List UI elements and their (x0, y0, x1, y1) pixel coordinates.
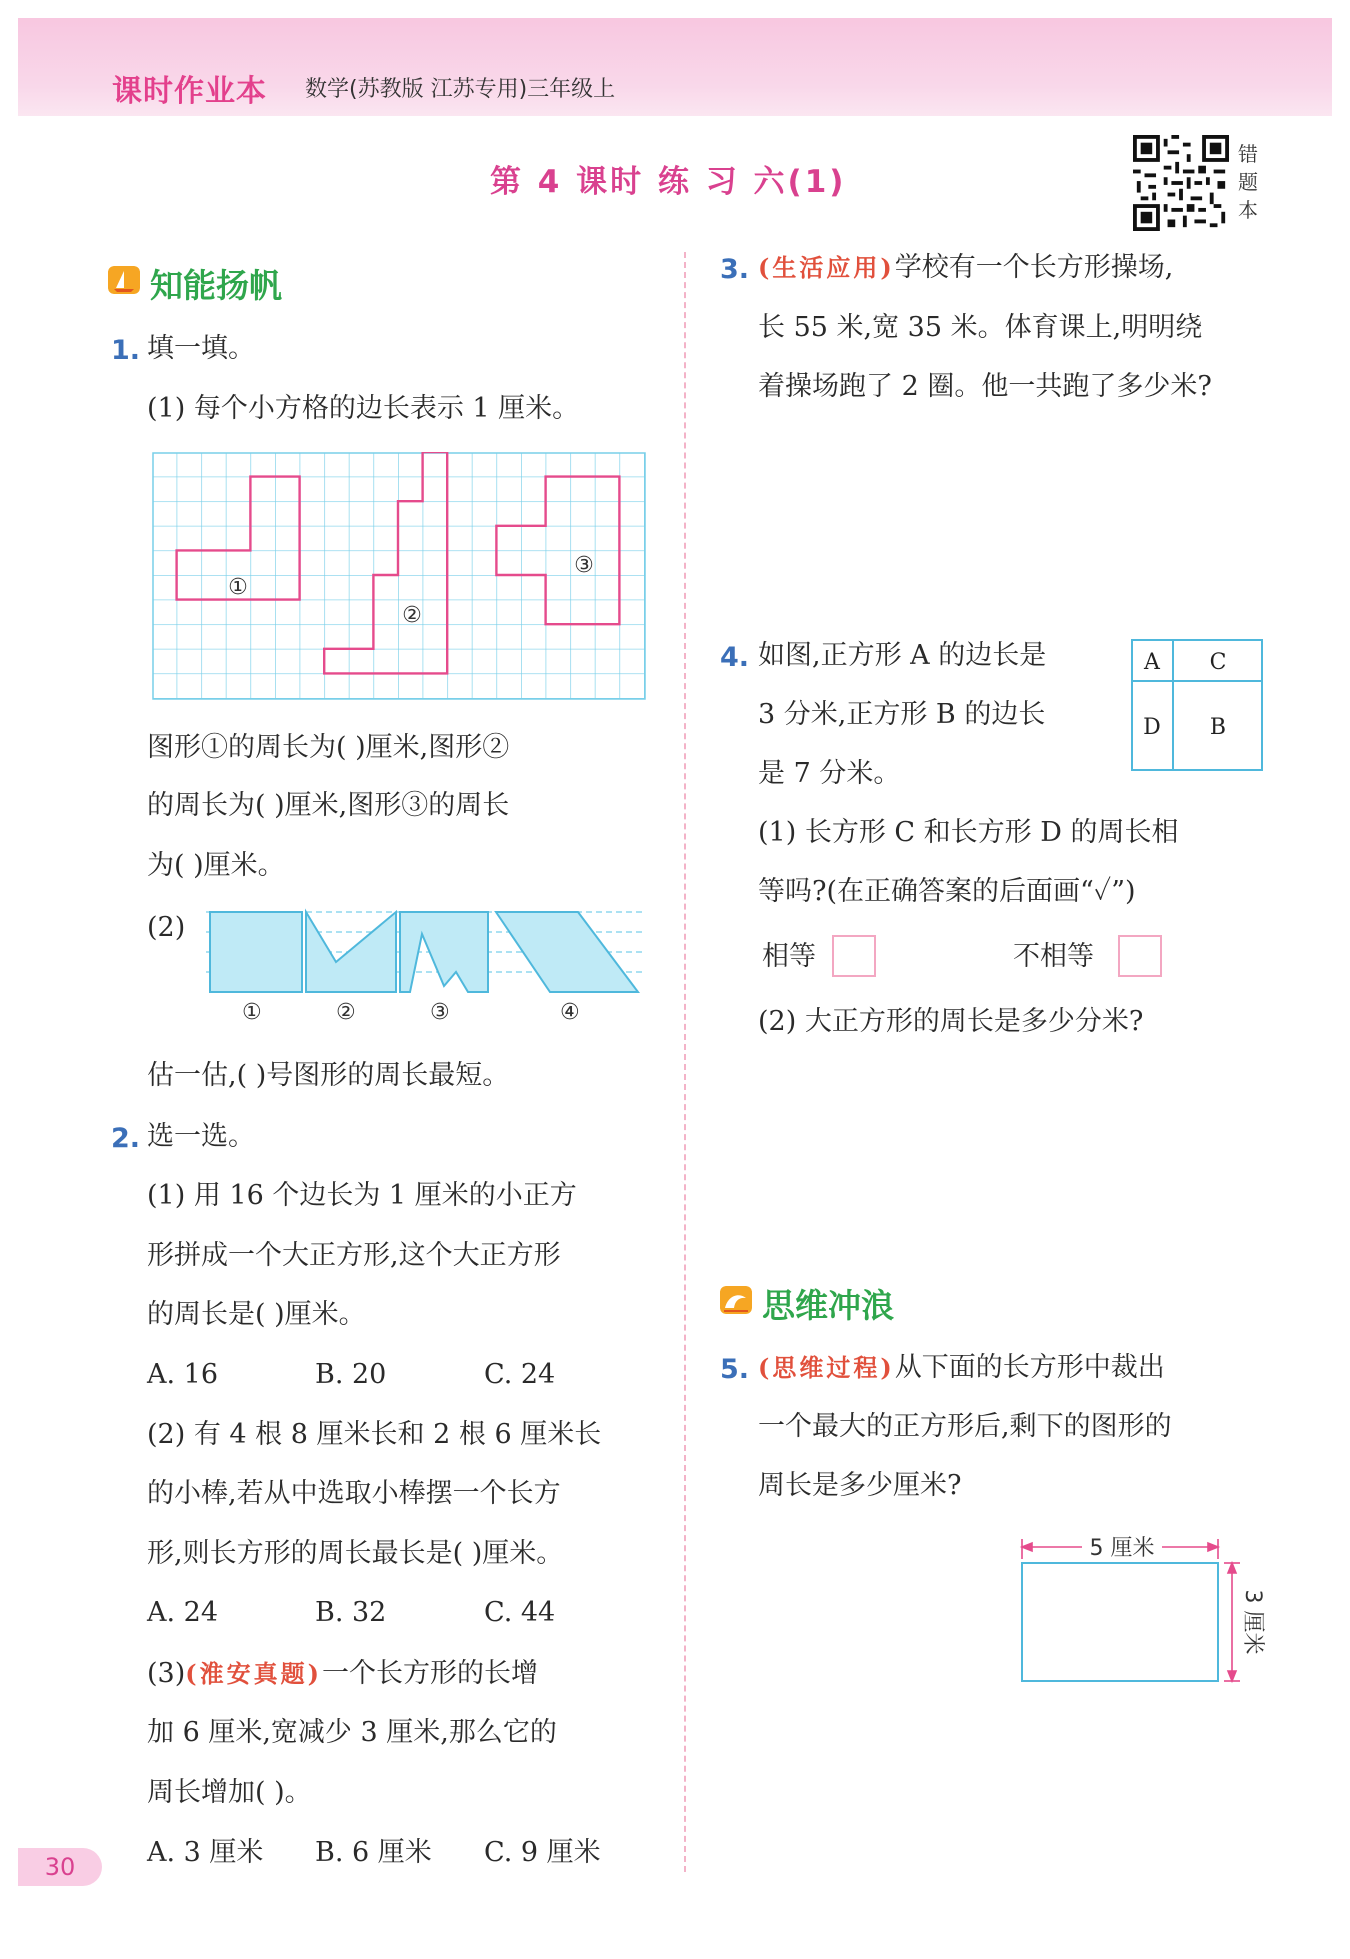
question-line: 的小棒,若从中选取小棒摆一个长方 (147, 1478, 561, 1509)
question-line: 如图,正方形 A 的边长是 (758, 640, 1047, 671)
question-text: 学校有一个长方形操场, (894, 252, 1174, 283)
shapes-strip-figure (206, 908, 648, 994)
strip-labels (206, 1000, 648, 1030)
question-line: 周长是多少厘米? (758, 1470, 962, 1501)
width-label: 5 厘米 (1089, 1536, 1155, 1561)
equal-checkbox[interactable] (832, 935, 876, 977)
answer-line: 为( )厘米。 (147, 850, 285, 881)
question-line (147, 1659, 538, 1689)
question-line: 加 6 厘米,宽减少 3 厘米,那么它的 (147, 1717, 557, 1748)
question-number: 2. (111, 1123, 141, 1154)
question-line: (2) 大正方形的周长是多少分米? (758, 1006, 1144, 1037)
section-title-zhineng: 知能扬帆 (150, 266, 282, 305)
strip-shape-3 (400, 912, 488, 992)
figure-label: ① (242, 1000, 262, 1025)
question-line (758, 253, 1173, 283)
figure-label: ② (336, 1000, 356, 1025)
qr-label (1238, 140, 1262, 224)
column-divider (684, 252, 686, 1872)
section-title-siwei: 思维冲浪 (762, 1286, 894, 1325)
figure-label: ④ (560, 1000, 580, 1025)
option-notequal-label: 不相等 (1013, 941, 1094, 972)
option-c[interactable]: C. 9 厘米 (484, 1837, 601, 1868)
question-line: 3 分米,正方形 B 的边长 (758, 699, 1046, 730)
question-line: 形,则长方形的周长最长是( )厘米。 (147, 1538, 564, 1569)
page-number: 30 (18, 1848, 102, 1886)
question-title: 填一填。 (147, 333, 255, 364)
height-label: 3 厘米 (1240, 1589, 1265, 1655)
rectangle-figure (1010, 1525, 1280, 1695)
region-label-c: C (1209, 650, 1227, 675)
option-a[interactable]: A. 16 (147, 1359, 219, 1390)
source-tag: (淮安真题) (185, 1659, 322, 1688)
question-line: 一个最大的正方形后,剩下的图形的 (758, 1411, 1172, 1442)
question-text: 一个长方形的长增 (321, 1658, 538, 1689)
question-number: 1. (111, 335, 141, 366)
question-text: 从下面的长方形中裁出 (894, 1352, 1165, 1383)
option-c[interactable]: C. 24 (484, 1359, 556, 1390)
region-label-b: B (1209, 715, 1227, 740)
wave-icon (720, 1286, 752, 1314)
question-line: 是 7 分米。 (758, 758, 901, 789)
question-number: 3. (720, 254, 750, 285)
question-line (758, 1353, 1165, 1383)
question-line: 形拼成一个大正方形,这个大正方形 (147, 1240, 561, 1271)
option-b[interactable]: B. 6 厘米 (315, 1837, 432, 1868)
source-tag: (思维过程) (758, 1353, 895, 1382)
option-c[interactable]: C. 44 (484, 1597, 556, 1628)
answer-line: 的周长为( )厘米,图形③的周长 (147, 790, 510, 821)
qr-label-char: 错 (1238, 142, 1258, 166)
question-line: 着操场跑了 2 圈。他一共跑了多少米? (758, 371, 1212, 402)
question-line: (1) 用 16 个边长为 1 厘米的小正方 (147, 1180, 577, 1211)
qr-code-icon[interactable] (1133, 133, 1229, 233)
strip-shape-1 (210, 912, 302, 992)
strip-shape-2 (306, 912, 396, 992)
question-line: 周长增加( )。 (147, 1777, 312, 1808)
subquestion-text: (2) (147, 912, 186, 943)
option-b[interactable]: B. 20 (315, 1359, 387, 1390)
question-line: (2) 有 4 根 8 厘米长和 2 根 6 厘米长 (147, 1419, 602, 1450)
region-label-d: D (1143, 715, 1161, 740)
option-a[interactable]: A. 24 (147, 1597, 219, 1628)
grid-figure (152, 452, 648, 703)
question-line: (1) 长方形 C 和长方形 D 的周长相 (758, 817, 1179, 848)
answer-line: 图形①的周长为( )厘米,图形② (147, 732, 510, 763)
answer-line: 估一估,( )号图形的周长最短。 (147, 1060, 510, 1091)
question-line: 长 55 米,宽 35 米。体育课上,明明绕 (758, 312, 1203, 343)
source-tag: (生活应用) (758, 253, 895, 282)
qr-label-char: 题 (1238, 170, 1258, 194)
option-b[interactable]: B. 32 (315, 1597, 387, 1628)
figure-label: ② (402, 603, 422, 628)
option-equal-label: 相等 (762, 941, 816, 972)
subquestion-text: (1) 每个小方格的边长表示 1 厘米。 (147, 393, 580, 424)
square-figure (1130, 638, 1266, 774)
sail-icon (108, 266, 140, 294)
question-line: 的周长是( )厘米。 (147, 1299, 366, 1330)
brand-title: 课时作业本 (112, 74, 267, 109)
book-title: 数学(苏教版 江苏专用)三年级上 (305, 77, 616, 102)
notequal-checkbox[interactable] (1118, 935, 1162, 977)
figure-label: ③ (574, 553, 594, 578)
question-number: 4. (720, 642, 750, 673)
question-number: 5. (720, 1354, 750, 1385)
question-title: 选一选。 (147, 1121, 255, 1152)
region-label-a: A (1144, 650, 1160, 675)
option-a[interactable]: A. 3 厘米 (147, 1837, 264, 1868)
subquestion-number: (3) (147, 1658, 186, 1689)
qr-label-char: 本 (1238, 198, 1258, 222)
question-line: 等吗?(在正确答案的后面画“✓”) (758, 876, 1136, 907)
figure-label: ① (228, 575, 248, 600)
lesson-title: 第 4 课时 练 习 六(1) (490, 164, 847, 200)
figure-label: ③ (430, 1000, 450, 1025)
